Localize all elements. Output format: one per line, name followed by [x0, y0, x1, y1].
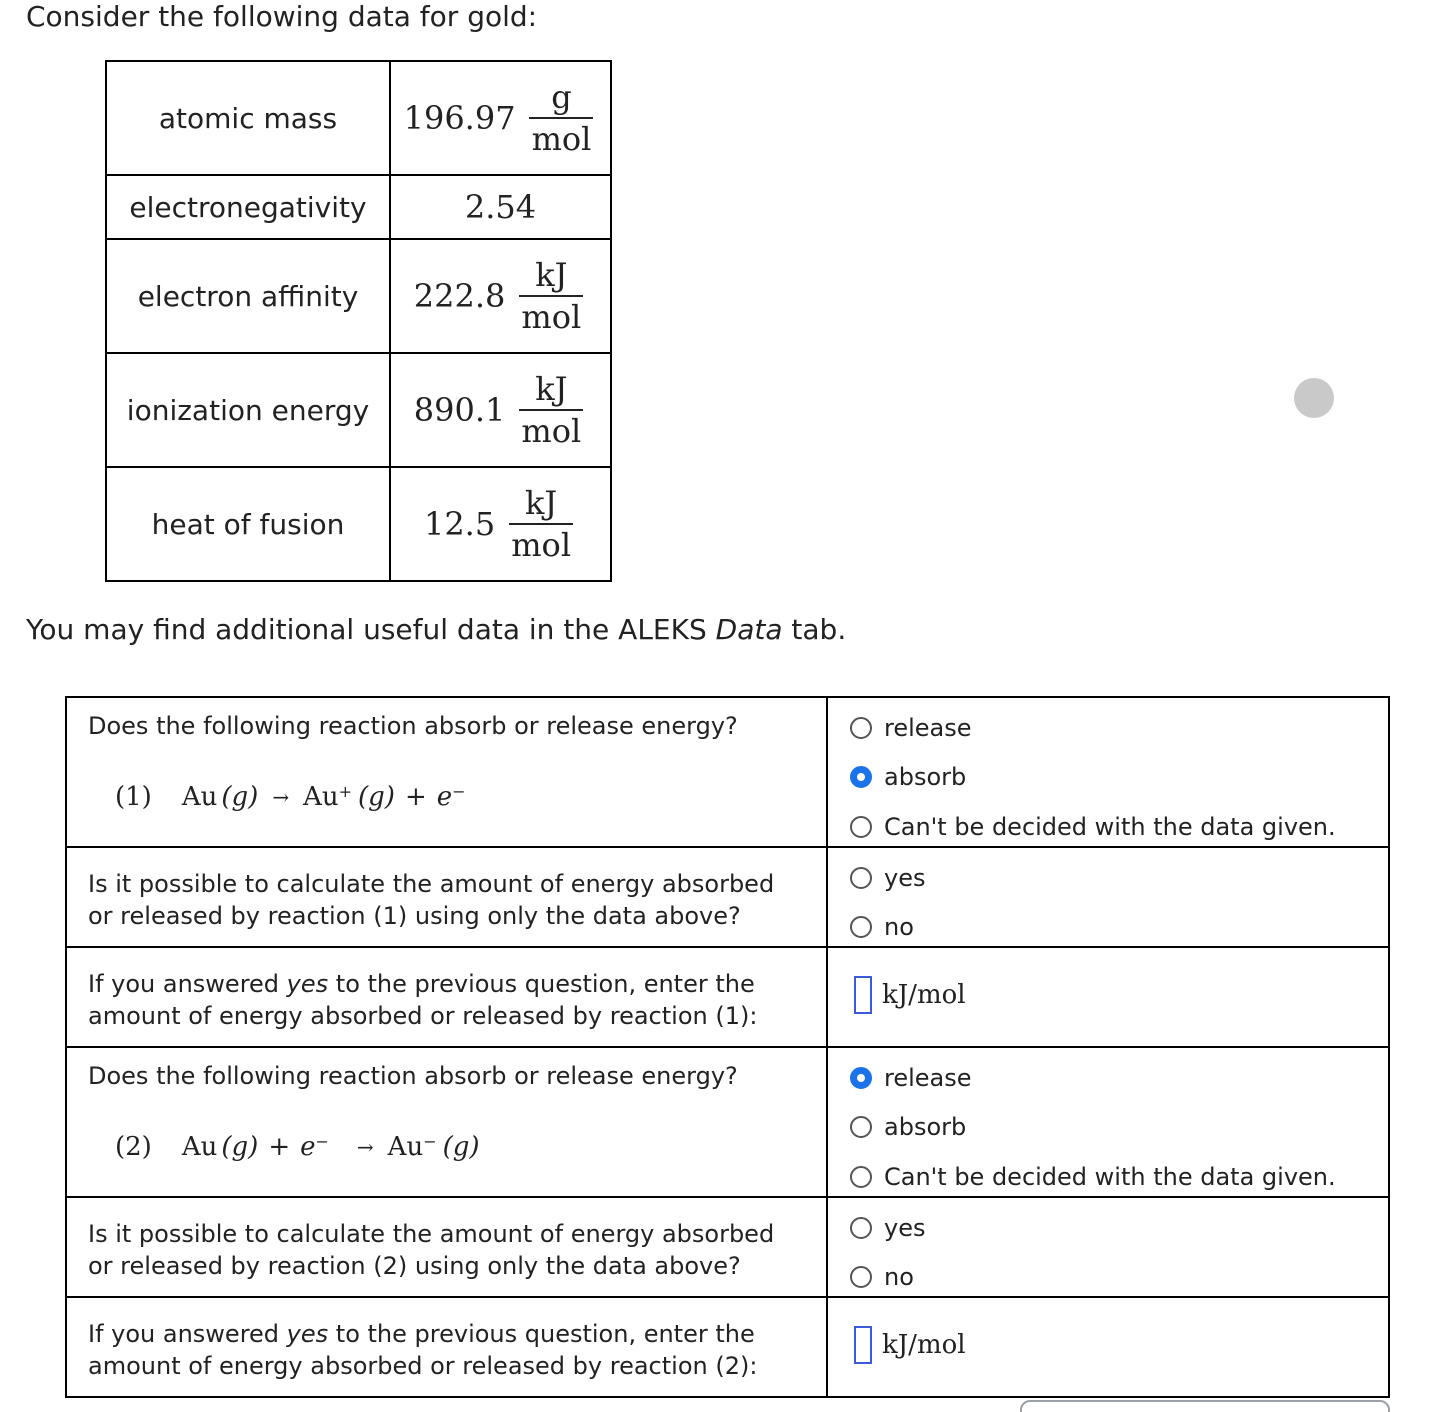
- radio-button[interactable]: [850, 867, 872, 889]
- question-text: Is it possible to calculate the amount of energy absorbed or released by reaction (2) using only the data above?: [88, 1220, 775, 1280]
- question-row-3: [66, 947, 1389, 1047]
- unit-label: kJ/mol: [882, 1330, 966, 1360]
- reaction-arrow: →: [272, 785, 290, 809]
- row-label: heat of fusion: [106, 467, 390, 581]
- option-yes[interactable]: yes: [850, 1214, 925, 1242]
- reaction-2: (2) Au (g) + e − → Au − (g): [115, 1131, 480, 1162]
- ionization-energy-value: 890.1 $\frac{kJ}{\text{mol}}$: [414, 371, 587, 449]
- table-row: [106, 353, 611, 467]
- option-cannot-decide[interactable]: Can't be decided with the data given.: [850, 813, 1336, 841]
- question-text: If you answered yes to the previous question, enter the amount of energy absorbed or released by reaction (2):: [88, 1320, 758, 1380]
- radio-button[interactable]: [850, 1266, 872, 1288]
- questions-table: [65, 696, 1390, 1398]
- energy-answer-1: [854, 976, 966, 1014]
- table-row: [106, 239, 611, 353]
- question-text: Is it possible to calculate the amount of energy absorbed or released by reaction (1) using only the data above?: [88, 870, 775, 930]
- energy-input[interactable]: [854, 1326, 872, 1364]
- row-label: atomic mass: [106, 61, 390, 175]
- radio-button[interactable]: [850, 1217, 872, 1239]
- radio-button-selected[interactable]: [850, 1067, 872, 1089]
- question-row-6: [66, 1297, 1389, 1397]
- option-absorb[interactable]: absorb: [850, 763, 966, 791]
- question-row-5: [66, 1197, 1389, 1297]
- row-label: ionization energy: [106, 353, 390, 467]
- unit-fraction: $\frac{kJ}{\text{mol}}$: [505, 485, 577, 563]
- radio-button[interactable]: [850, 1116, 872, 1138]
- question-text: If you answered yes to the previous question, enter the amount of energy absorbed or released by reaction (1):: [88, 970, 758, 1030]
- electron-affinity-value: 222.8 $\frac{kJ}{\text{mol}}$: [414, 257, 587, 335]
- reaction-1: (1) Au (g) → Au + (g) + e −: [115, 781, 466, 812]
- atomic-mass-value: 196.97 $\frac{g}{\text{mol}}$: [404, 79, 598, 157]
- question-text: Does the following reaction absorb or release energy?: [88, 1062, 738, 1090]
- energy-answer-2: [854, 1326, 966, 1364]
- intro-text: Consider the following data for gold:: [26, 0, 538, 33]
- option-no[interactable]: no: [850, 913, 914, 941]
- table-row: [106, 175, 611, 239]
- radio-button[interactable]: [850, 816, 872, 838]
- data-tab-note: You may find additional useful data in the ALEKS Data tab.: [26, 613, 847, 646]
- option-yes[interactable]: yes: [850, 864, 925, 892]
- radio-button[interactable]: [850, 916, 872, 938]
- radio-button-selected[interactable]: [850, 766, 872, 788]
- row-label: electron affinity: [106, 239, 390, 353]
- row-label: electronegativity: [106, 175, 390, 239]
- question-text: Does the following reaction absorb or release energy?: [88, 712, 738, 740]
- unit-label: kJ/mol: [882, 980, 966, 1010]
- question-row-1: [66, 697, 1389, 847]
- energy-input[interactable]: [854, 976, 872, 1014]
- reaction-arrow: →: [356, 1135, 374, 1159]
- table-row: [106, 467, 611, 581]
- radio-button[interactable]: [850, 717, 872, 739]
- option-absorb[interactable]: absorb: [850, 1113, 966, 1141]
- option-release[interactable]: release: [850, 714, 972, 742]
- question-row-4: [66, 1047, 1389, 1197]
- option-release[interactable]: release: [850, 1064, 972, 1092]
- unit-fraction: $\frac{kJ}{\text{mol}}$: [515, 257, 587, 335]
- unit-fraction: $\frac{kJ}{\text{mol}}$: [515, 371, 587, 449]
- table-row: [106, 61, 611, 175]
- data-tab-link[interactable]: Data: [715, 613, 783, 646]
- gold-data-table: [105, 60, 612, 582]
- electronegativity-value: 2.54: [390, 175, 611, 239]
- heat-of-fusion-value: 12.5 $\frac{kJ}{\text{mol}}$: [424, 485, 577, 563]
- bottom-toolbar-tab[interactable]: [1020, 1400, 1390, 1412]
- option-no[interactable]: no: [850, 1263, 914, 1291]
- option-cannot-decide[interactable]: Can't be decided with the data given.: [850, 1163, 1336, 1191]
- question-row-2: [66, 847, 1389, 947]
- unit-fraction: $\frac{g}{\text{mol}}$: [526, 79, 598, 157]
- radio-button[interactable]: [850, 1166, 872, 1188]
- scroll-indicator[interactable]: [1294, 378, 1334, 418]
